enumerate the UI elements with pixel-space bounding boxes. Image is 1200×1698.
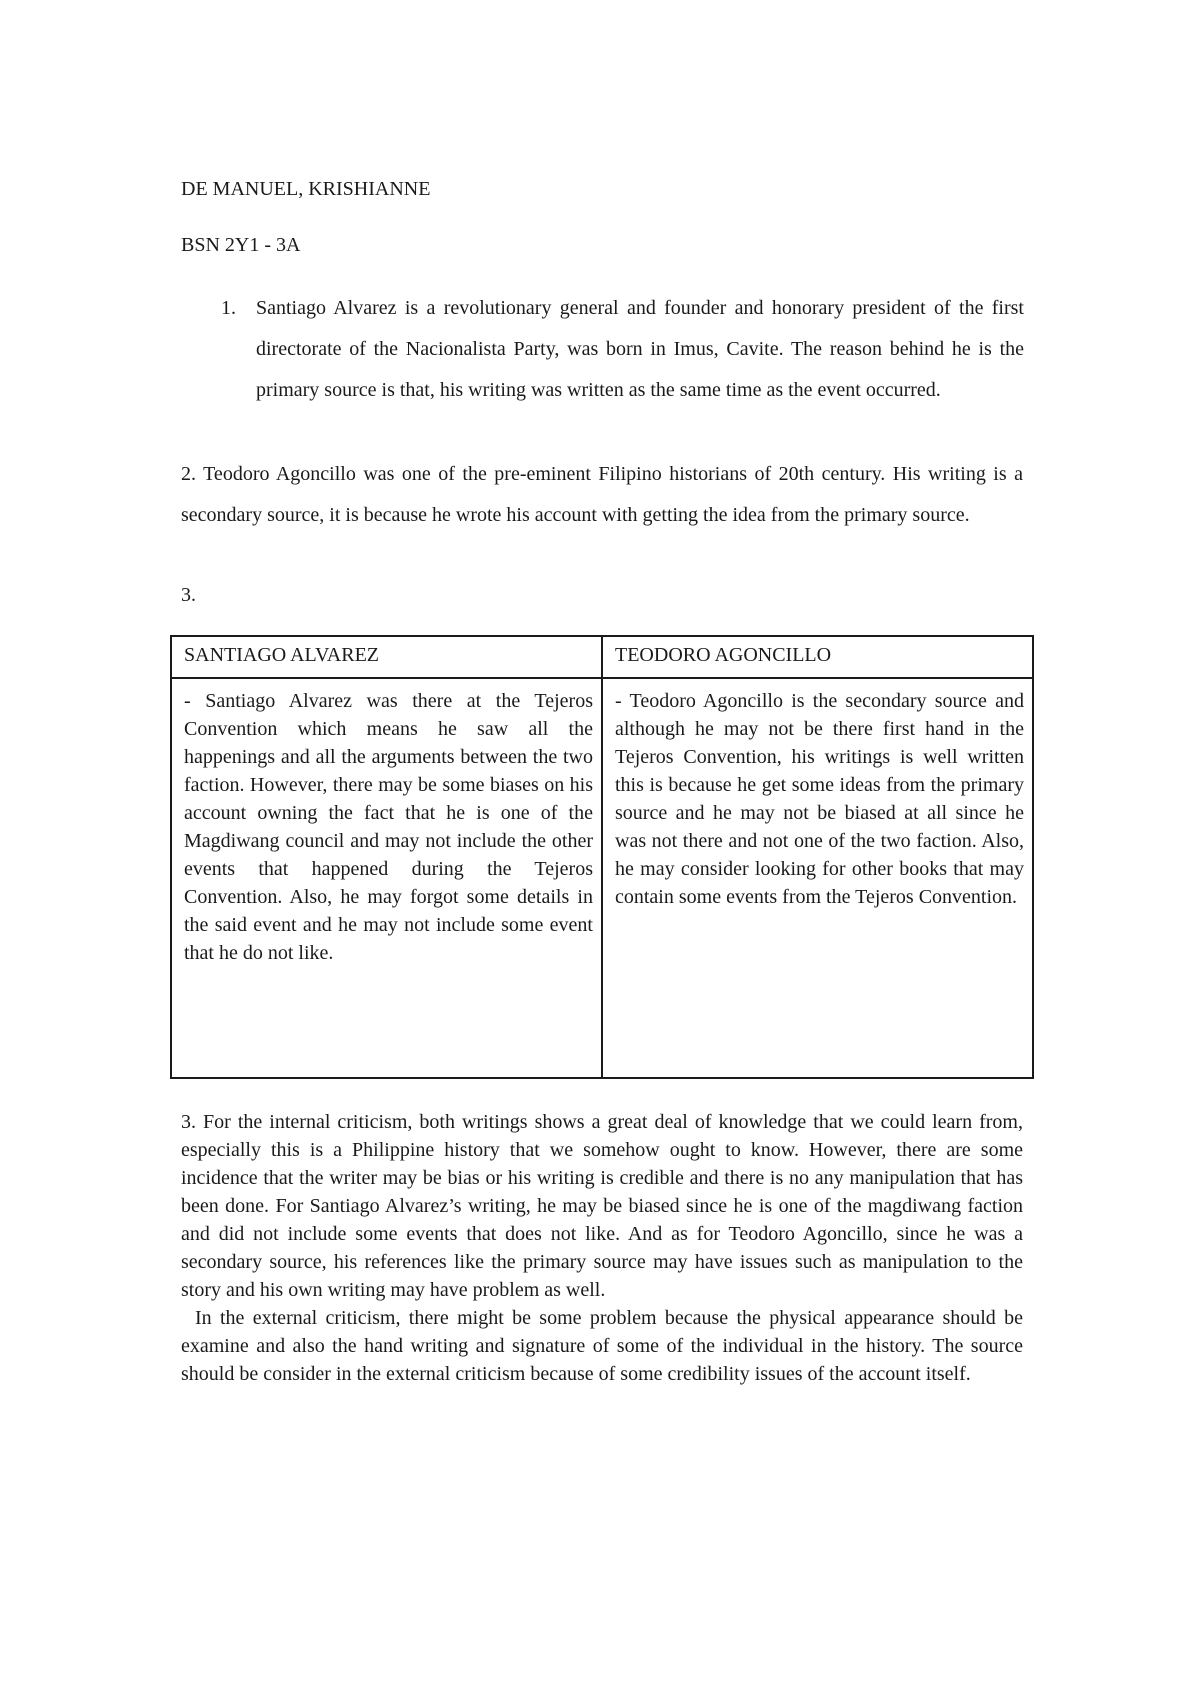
student-section: BSN 2Y1 - 3A xyxy=(181,234,301,256)
internal-criticism-paragraph: 3. For the internal criticism, both writings shows a great deal of knowledge that we could learn from, especially this is a Philippine history that we somehow ought to know. However, there are some incidence that the writer may be bias or his writing is credible and there is no any manipulation that has been done. For Santiago Alvarez’s writing, he may be biased since he is one of the magdiwang faction and did not include some events that does not like. And as for Teodoro Agoncillo, since he was a secondary source, his references like the primary source may have issues such as manipulation to the story and his own writing may have problem as well. xyxy=(181,1111,1023,1301)
external-criticism-paragraph: In the external criticism, there might be some problem because the physical appearance should be examine and also the hand writing and signature of some of the individual in the history. The source should be consider in the external criticism because of some credibility issues of the account itself. xyxy=(181,1307,1023,1385)
item-1-number: 1. xyxy=(221,297,236,319)
comparison-table xyxy=(170,635,1034,1079)
student-name: DE MANUEL, KRISHIANNE xyxy=(181,178,431,200)
table-cell-agoncillo: - Teodoro Agoncillo is the secondary source and although he may not be there first hand in the Tejeros Convention, his writings is well written this is because he get some ideas from the primary source and he may not be biased at all since he was not there and not one of the two faction. Also, he may consider looking for other books that may contain some events from the Tejeros Convention. xyxy=(602,678,1033,1078)
item-3-number: 3. xyxy=(181,584,196,606)
criticism-section xyxy=(181,1108,1023,1388)
table-header-row xyxy=(171,636,1033,678)
item-2-text: 2. Teodoro Agoncillo was one of the pre-eminent Filipino historians of 20th century. His writing is a secondary source, it is because he wrote his account with getting the idea from the primary source. xyxy=(181,463,1023,526)
table-header-agoncillo: TEODORO AGONCILLO xyxy=(602,636,1033,678)
table-cell-alvarez: - Santiago Alvarez was there at the Tejeros Convention which means he saw all the happenings and all the arguments between the two faction. However, there may be some biases on his account owning the fact that he is one of the Magdiwang council and may not include the other events that happened during the Tejeros Convention. Also, he may forgot some details in the said event and he may not include some event that he do not like. xyxy=(171,678,602,1078)
table-header-alvarez: SANTIAGO ALVAREZ xyxy=(171,636,602,678)
item-1-text: Santiago Alvarez is a revolutionary general and founder and honorary president of the first directorate of the Nacionalista Party, was born in Imus, Cavite. The reason behind he is the primary source is that, his writing was written as the same time as the event occurred. xyxy=(256,297,1024,401)
table-row xyxy=(171,678,1033,1078)
